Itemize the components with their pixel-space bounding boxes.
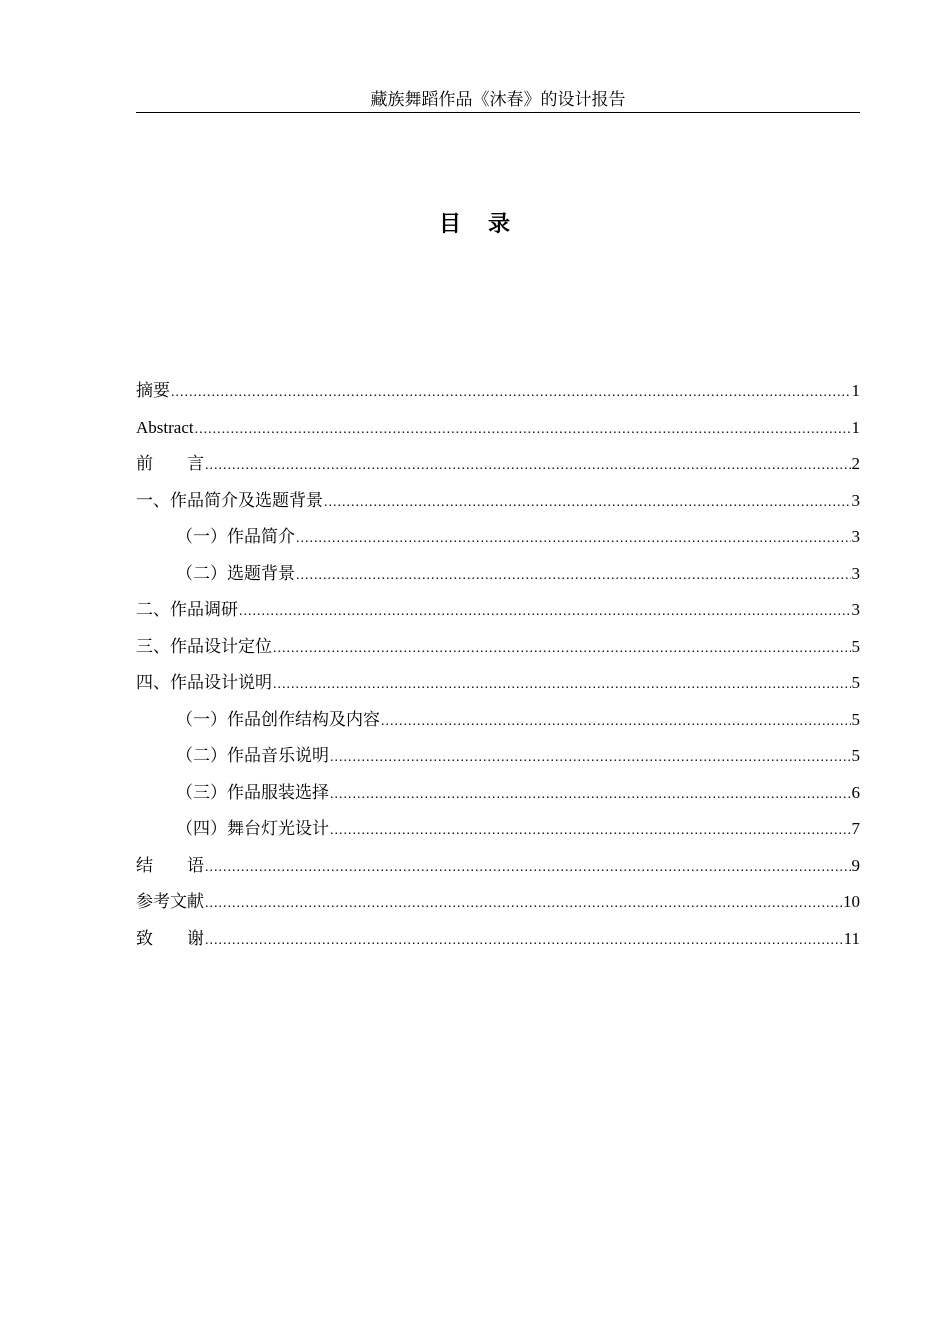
toc-dot-leader bbox=[273, 670, 851, 700]
toc-entry-section-1-2[interactable] bbox=[136, 559, 860, 596]
toc-page-number: 3 bbox=[851, 600, 860, 619]
toc-dot-leader bbox=[273, 634, 851, 664]
toc-dot-leader bbox=[324, 488, 851, 518]
toc-entry-abstract-en[interactable] bbox=[136, 413, 860, 450]
toc-entry-label: （一）作品创作结构及内容 bbox=[176, 709, 380, 730]
toc-dot-leader bbox=[330, 816, 851, 846]
toc-entry-section-4-2[interactable] bbox=[136, 741, 860, 778]
toc-dot-leader bbox=[205, 451, 851, 481]
toc-entry-label: 三、作品设计定位 bbox=[136, 636, 272, 657]
toc-entry-label: 参考文献 bbox=[136, 892, 204, 912]
toc-page-number: 1 bbox=[851, 381, 860, 400]
toc-page-number: 5 bbox=[851, 673, 860, 692]
toc-entry-section-3[interactable] bbox=[136, 632, 860, 669]
toc-entry-conclusion[interactable] bbox=[136, 851, 860, 888]
toc-entry-label: 致 谢 bbox=[136, 928, 204, 949]
toc-page-number: 1 bbox=[851, 417, 860, 437]
toc-entry-label: 摘要 bbox=[136, 381, 170, 401]
toc-entry-section-1-1[interactable] bbox=[136, 522, 860, 559]
toc-dot-leader bbox=[171, 378, 851, 408]
toc-page-number: 9 bbox=[851, 855, 860, 875]
toc-entry-label: （二）作品音乐说明 bbox=[176, 746, 329, 766]
toc-page-number: 10 bbox=[843, 892, 860, 911]
toc-page-number: 11 bbox=[843, 928, 860, 948]
toc-dot-leader bbox=[205, 926, 843, 956]
running-header bbox=[136, 88, 860, 113]
table-of-contents bbox=[136, 376, 860, 960]
toc-entry-label: 一、作品简介及选题背景 bbox=[136, 490, 323, 511]
toc-page-number: 2 bbox=[851, 454, 860, 473]
toc-entry-acknowledgements[interactable] bbox=[136, 924, 860, 961]
toc-entry-label: （一）作品简介 bbox=[176, 527, 295, 547]
toc-page-number: 6 bbox=[851, 782, 860, 802]
toc-page-number: 5 bbox=[851, 709, 860, 729]
toc-dot-leader bbox=[205, 853, 851, 883]
toc-dot-leader bbox=[330, 780, 851, 810]
toc-entry-section-2[interactable] bbox=[136, 595, 860, 632]
toc-entry-section-4-1[interactable] bbox=[136, 705, 860, 742]
toc-dot-leader bbox=[205, 889, 842, 919]
toc-page-number: 3 bbox=[851, 490, 860, 510]
toc-dot-leader bbox=[381, 707, 851, 737]
toc-title-char-2: 录 bbox=[488, 211, 512, 237]
toc-dot-leader bbox=[296, 561, 851, 591]
toc-entry-section-4-3[interactable] bbox=[136, 778, 860, 815]
toc-page-number: 3 bbox=[851, 527, 860, 546]
toc-dot-leader bbox=[296, 524, 851, 554]
toc-title-char-1: 目 bbox=[438, 211, 462, 237]
toc-dot-leader bbox=[330, 743, 851, 773]
toc-entry-label: （四）舞台灯光设计 bbox=[176, 819, 329, 839]
toc-entry-references[interactable] bbox=[136, 887, 860, 924]
toc-entry-label: 二、作品调研 bbox=[136, 600, 238, 620]
toc-entry-label: （三）作品服装选择 bbox=[176, 782, 329, 803]
running-header-title: 藏族舞蹈作品《沐春》的设计报告 bbox=[370, 90, 626, 110]
toc-dot-leader bbox=[195, 415, 851, 445]
toc-dot-leader bbox=[239, 597, 851, 627]
toc-entry-label: 结 语 bbox=[136, 855, 204, 876]
toc-entry-label: Abstract bbox=[136, 417, 194, 437]
toc-entry-label: 前 言 bbox=[136, 454, 204, 474]
toc-entry-label: （二）选题背景 bbox=[176, 563, 295, 584]
toc-entry-abstract-cn[interactable] bbox=[136, 376, 860, 413]
toc-page-number: 3 bbox=[851, 563, 860, 583]
toc-page-number: 5 bbox=[851, 636, 860, 656]
toc-entry-section-4[interactable] bbox=[136, 668, 860, 705]
toc-page-number: 7 bbox=[851, 819, 860, 838]
toc-page-number: 5 bbox=[851, 746, 860, 765]
toc-entry-section-1[interactable] bbox=[136, 486, 860, 523]
toc-entry-preface[interactable] bbox=[136, 449, 860, 486]
toc-entry-section-4-4[interactable] bbox=[136, 814, 860, 851]
toc-title bbox=[0, 208, 950, 240]
toc-entry-label: 四、作品设计说明 bbox=[136, 673, 272, 693]
